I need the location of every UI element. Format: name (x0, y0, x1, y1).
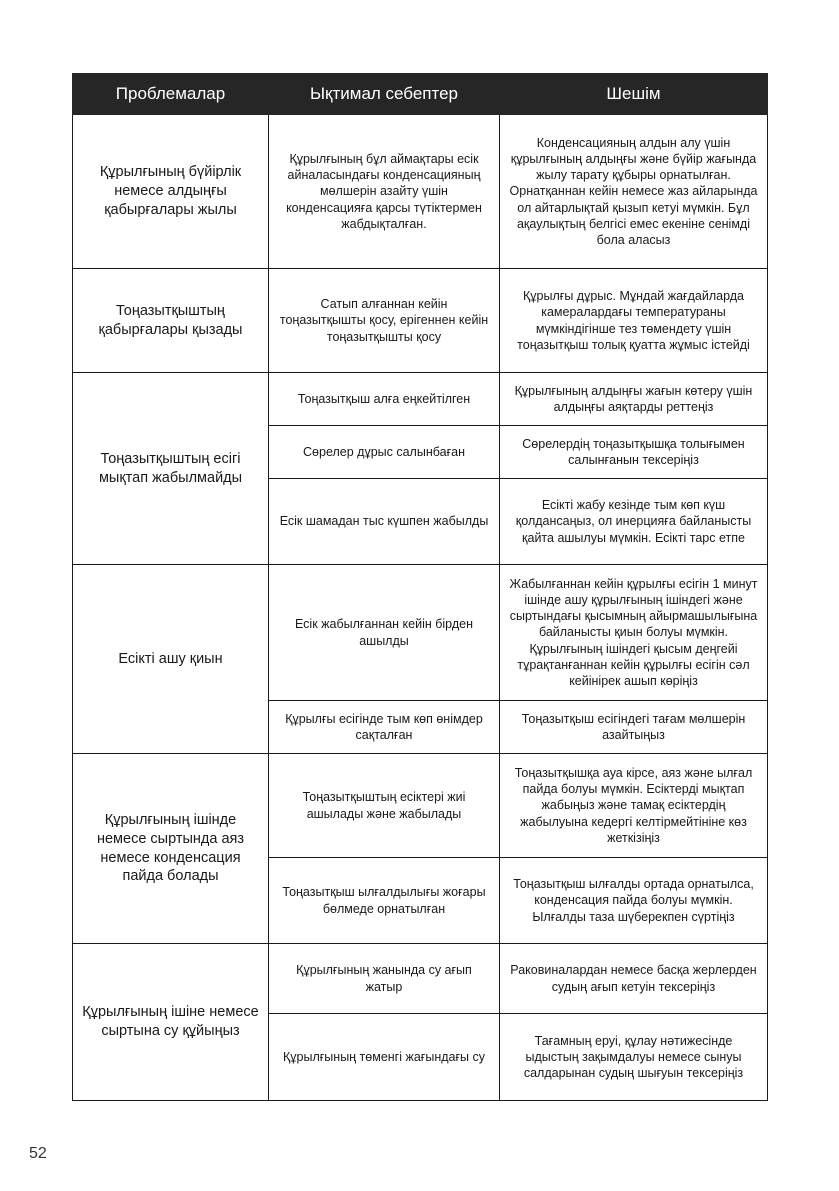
problem-cell: Тоңазытқыштың қабырғалары қызады (73, 269, 269, 373)
cause-cell: Тоңазытқыштың есіктері жиі ашылады және жабылады (269, 754, 500, 858)
table-row (73, 565, 768, 701)
cause-cell: Сөрелер дұрыс салынбаған (269, 426, 500, 479)
cause-cell: Құрылғының бұл аймақтары есік айналасындағы конденсацияның мөлшерін азайту үшін конденсацияға қарсы түтіктермен жабдықталған. (269, 115, 500, 269)
table-row (73, 269, 768, 373)
cause-cell: Құрылғының жанында су ағып жатыр (269, 944, 500, 1014)
table-row (73, 115, 768, 269)
solution-cell: Тоңазытқыш ылғалды ортада орнатылса, конденсация пайда болуы мүмкін. Ылғалды таза шүберекпен сүртіңіз (500, 858, 768, 944)
problem-cell: Құрылғының ішінде немесе сыртында аяз немесе конденсация пайда болады (73, 754, 269, 944)
cause-cell: Сатып алғаннан кейін тоңазытқышты қосу, ерігеннен кейін тоңазытқышты қосу (269, 269, 500, 373)
cause-cell: Есік шамадан тыс күшпен жабылды (269, 479, 500, 565)
solution-cell: Сөрелердің тоңазытқышқа толығымен салынғанын тексеріңіз (500, 426, 768, 479)
solution-cell: Құрылғының алдыңғы жағын көтеру үшін алдыңғы аяқтарды реттеңіз (500, 373, 768, 426)
solution-cell: Конденсацияның алдын алу үшін құрылғының алдыңғы және бүйір жағында жылу тарату құбыры орнатылған. Орнатқаннан кейін немесе жаз айларында ол айтарлықтай қызып кетуі мүмкін. Бұл ақаулықтың белгісі емес екеніне сенімді бола аласыз (500, 115, 768, 269)
table-row (73, 373, 768, 426)
header-solution: Шешім (500, 74, 768, 115)
table-row (73, 754, 768, 858)
problem-cell: Құрылғының бүйірлік немесе алдыңғы қабырғалары жылы (73, 115, 269, 269)
troubleshooting-table (72, 73, 768, 1101)
header-causes: Ықтимал себептер (269, 74, 500, 115)
cause-cell: Құрылғының төменгі жағындағы су (269, 1014, 500, 1101)
problem-cell: Құрылғының ішіне немесе сыртына су құйыңыз (73, 944, 269, 1101)
problem-cell: Тоңазытқыштың есігі мықтап жабылмайды (73, 373, 269, 565)
cause-cell: Тоңазытқыш ылғалдылығы жоғары бөлмеде орнатылған (269, 858, 500, 944)
solution-cell: Жабылғаннан кейін құрылғы есігін 1 минут ішінде ашу құрылғының ішіндегі және сыртындағы қысымның айырмашылығына байланысты қиын болуы мүмкін. Құрылғының ішіндегі қысым деңгейі тұрақтанғаннан кейін құрылғы есігін сәл кейінірек ашып көріңіз (500, 565, 768, 701)
page-number: 52 (29, 1145, 47, 1162)
header-problems: Проблемалар (73, 74, 269, 115)
table-row (73, 944, 768, 1014)
problem-cell: Есікті ашу қиын (73, 565, 269, 754)
solution-cell: Есікті жабу кезінде тым көп күш қолдансаңыз, ол инерцияға байланысты қайта ашылуы мүмкін. Есікті тарс етпе (500, 479, 768, 565)
solution-cell: Тоңазытқышқа ауа кірсе, аяз және ылғал пайда болуы мүмкін. Есіктерді мықтап жабыңыз және тамақ есіктердің жабылуына кедергі келтірмейтініне көз жеткізіңіз (500, 754, 768, 858)
solution-cell: Құрылғы дұрыс. Мұндай жағдайларда камералардағы температураны мүмкіндігінше тез төмендету үшін тоңазытқыш толық қуатта жұмыс істейді (500, 269, 768, 373)
cause-cell: Құрылғы есігінде тым көп өнімдер сақталған (269, 701, 500, 754)
table-header-row (73, 74, 768, 115)
cause-cell: Тоңазытқыш алға еңкейтілген (269, 373, 500, 426)
solution-cell: Тағамның еруі, құлау нәтижесінде ыдыстың зақымдалуы немесе сынуы салдарынан судың шығуын тексеріңіз (500, 1014, 768, 1101)
solution-cell: Тоңазытқыш есігіндегі тағам мөлшерін азайтыңыз (500, 701, 768, 754)
cause-cell: Есік жабылғаннан кейін бірден ашылды (269, 565, 500, 701)
solution-cell: Раковиналардан немесе басқа жерлерден судың ағып кетуін тексеріңіз (500, 944, 768, 1014)
